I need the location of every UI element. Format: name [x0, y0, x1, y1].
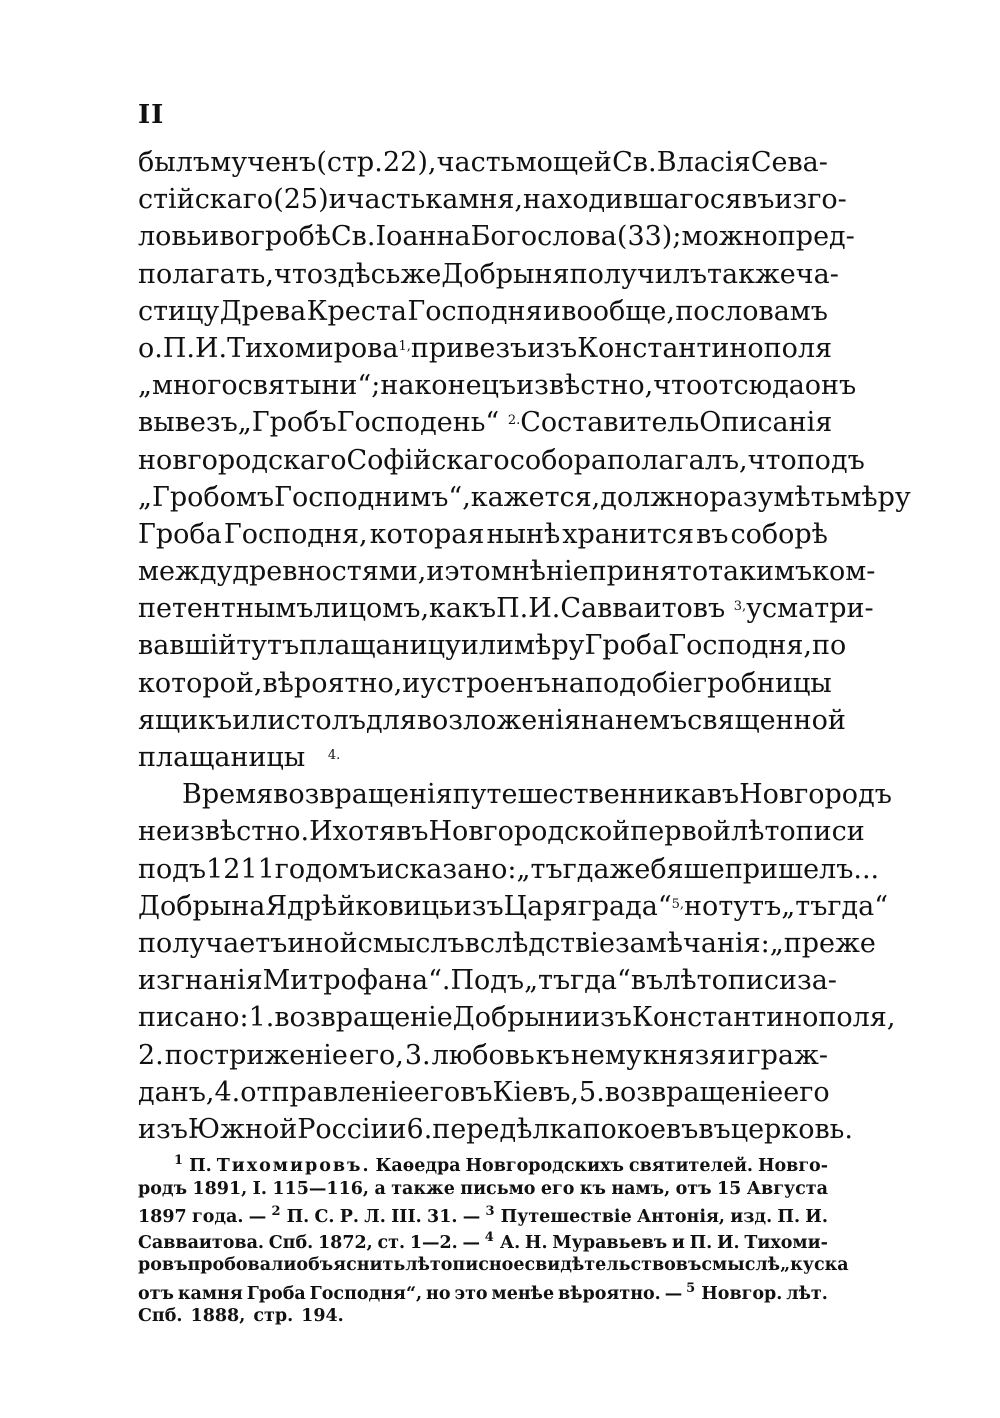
footnote-line: родъ 1891, I. 115—116, а также письмо его къ намъ, отъ 15 Августа [138, 1178, 828, 1199]
text-line: петентнымъ лицомъ, какъ П. И. Савваитовъ $^{3,}$ усматри- [138, 593, 874, 625]
text-line: Время возвращенія путешественника въ Новгородъ [182, 779, 892, 811]
text-line: подъ 1211 годомъ и сказано: „тъгда же бяше пришелъ... [138, 853, 880, 885]
footnote-line: ровъ пробовали объяснить лѣтописное свидѣтельство въ смыслѣ „куска [138, 1255, 849, 1275]
footnote-ref: 5, [671, 896, 685, 912]
text-line: ловьи во гробѣ Св. Іоанна Богослова (33); можно пред- [138, 221, 855, 253]
footnote-line: 1897 года. — $^2$ П. С. Р. Л. III. 31. — $^3$ Путешествіе Антонія, изд. П. И. [138, 1204, 828, 1228]
footnote-line: отъ камня Гроба Господня“, но это менѣе вѣроятно. — $^5$ Новгор. лѣт. [138, 1280, 828, 1304]
text-line: изъ Южной Россіи и 6. передѣлка покоевъ въ церковь. [138, 1113, 853, 1145]
footnote-ref: 3, [733, 599, 747, 615]
text-line: изгнанія Митрофана“. Подъ „тъгда“ въ лѣтописи за- [138, 965, 837, 997]
text-line: былъ мученъ (стр. 22), часть мощей Св. Власія Сева- [138, 147, 828, 178]
text-line: „много святыни“; наконецъ извѣстно, что отсюда онъ [138, 370, 857, 402]
page-number: II [138, 100, 165, 130]
text-line: стицу Древа Креста Господня и вообще, по словамъ [138, 295, 828, 327]
footnote-line: $^1$ П. Тихомировъ. Каѳедра Новгородскихъ святителей. Новго- [174, 1153, 828, 1177]
footnote-marker: 2 [271, 1204, 281, 1219]
footnote-line: Савваитова. Спб. 1872, ст. 1—2. — $^4$ А. Н. Муравьевъ и П. И. Тихоми- [138, 1229, 828, 1253]
text-line: новгородскаго Софійскаго собора полагалъ, что подъ [138, 444, 865, 476]
text-line: которой, вѣроятно, и устроенъ на подобіе гробницы [138, 667, 832, 699]
text-line: получаетъ иной смыслъ вслѣдствіе замѣчанія: „преже [138, 927, 876, 959]
text-line: стійскаго (25) и часть камня, находившагося въ изго- [138, 184, 847, 216]
text-line: „Гробомъ Господнимъ“, кажется, должно разумѣть мѣру [138, 481, 911, 513]
footnote-marker: 1 [174, 1153, 184, 1168]
text-line: вавшій тутъ плащаницу или мѣру Гроба Господня, по [138, 630, 847, 662]
main-text [138, 147, 911, 1151]
footnote-marker: 5 [686, 1280, 696, 1296]
text-line: Гроба Господня, которая нынѣ хранится въ соборѣ [138, 518, 828, 550]
text-line: полагать, что здѣсь же Добрыня получилъ также ча- [138, 258, 839, 290]
text-line: писано: 1. возвращеніе Добрыни изъ Константинополя, [138, 1002, 896, 1034]
footnote-ref: 1, [398, 338, 411, 354]
text-line: данъ, 4. отправленіе его въ Кіевъ, 5. возвращеніе его [138, 1076, 830, 1108]
footnotes [138, 1153, 849, 1332]
footnote-ref: 2. [507, 413, 521, 429]
text-line: Добрына Ядрѣйковиць изъ Царяграда“$^{5,}$ но тутъ „тъгда“ [138, 890, 889, 922]
text-line: между древностями, и это мнѣніе принято такимъ ком- [138, 556, 876, 588]
footnote-line: Спб. 1888, стр. 194. [138, 1306, 344, 1326]
text-line: плащаницы $^{4.}$ [138, 742, 341, 773]
text-line: 2. постриженіе его, 3. любовь къ нему князя и граж- [138, 1039, 828, 1071]
text-line: ящикъ или столъ для возложенія на немъ священной [138, 704, 846, 736]
footnote-marker: 3 [485, 1204, 495, 1219]
footnote-marker: 4 [484, 1229, 494, 1245]
text-line: о. П. И. Тихомирова$^{1,}$ привезъ изъ Константинополя [138, 332, 833, 364]
text-line: вывезъ „Гробъ Господень“ $^{2.}$ Составитель Описанія [138, 407, 833, 439]
footnote-ref: 4. [327, 747, 341, 763]
text-line: неизвѣстно. И хотя въ Новгородской первой лѣтописи [138, 816, 865, 848]
